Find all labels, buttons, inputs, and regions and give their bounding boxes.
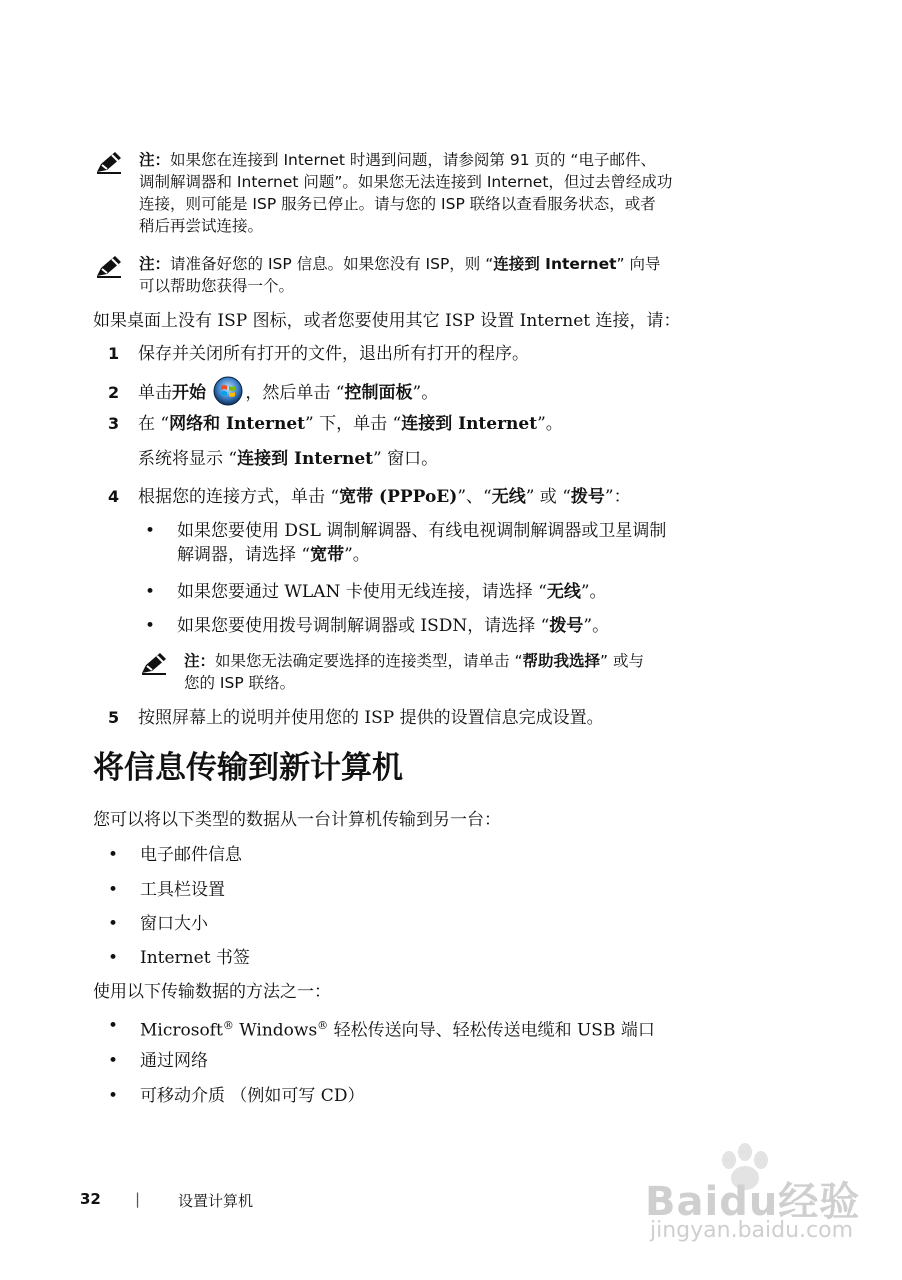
note-pencil-icon <box>95 254 123 278</box>
watermark-url: jingyan.baidu.com <box>650 1218 854 1243</box>
note-pencil-icon <box>140 651 168 675</box>
note-label: 注： <box>139 151 171 169</box>
note-isp-info: 注：请准备好您的 ISP 信息。如果您没有 ISP，则 “连接到 Internet” 向导 可以帮助您获得一个。 <box>95 253 785 299</box>
note-connection-type: 注：如果您无法确定要选择的连接类型，请单击 “帮助我选择” 或与 您的 ISP 联络。 <box>140 650 785 696</box>
list-item: • 可移动介质 （例如可写 CD） <box>108 1086 365 1106</box>
watermark-brand: Baidu经验 <box>645 1179 861 1225</box>
isp-intro-text: 如果桌面上没有 ISP 图标，或者您要使用其它 ISP 设置 Internet 连接，请： <box>93 311 681 331</box>
step-4: 4 根据您的连接方式，单击 “宽带 (PPPoE)”、“无线” 或 “拨号”： <box>108 487 631 507</box>
step-2: 2 单击开始 ，然后单击 “控制面板”。 <box>108 376 438 406</box>
list-item: • 如果您要使用 DSL 调制解调器、有线电视调制解调器或卫星调制 解调器，请选择 “宽带”。 <box>145 521 667 565</box>
footer-chapter: 设置计算机 <box>178 1192 254 1210</box>
list-item: • 通过网络 <box>108 1051 208 1071</box>
list-item: • 工具栏设置 <box>108 880 225 900</box>
note-pencil-icon <box>95 150 123 174</box>
list-item: • Internet 书签 <box>108 948 250 968</box>
step-1: 1 保存并关闭所有打开的文件，退出所有打开的程序。 <box>108 344 529 364</box>
step-5: 5 按照屏幕上的说明并使用您的 ISP 提供的设置信息完成设置。 <box>108 708 604 728</box>
list-item: • 电子邮件信息 <box>108 845 242 865</box>
footer-separator: | <box>135 1190 141 1208</box>
section-title: 将信息传输到新计算机 <box>93 750 403 786</box>
note-label: 注： <box>139 255 171 273</box>
step-3-result: 系统将显示 “连接到 Internet” 窗口。 <box>138 449 439 469</box>
list-item: • 窗口大小 <box>108 914 208 934</box>
list-item: • Microsoft® Windows® 轻松传送向导、轻松传送电缆和 USB 端口 <box>108 1016 655 1041</box>
windows-start-orb-icon <box>213 376 243 406</box>
note-label: 注： <box>184 652 216 670</box>
list-item: • 如果您要通过 WLAN 卡使用无线连接，请选择 “无线”。 <box>145 582 607 602</box>
note-internet-problems: 注：如果您在连接到 Internet 时遇到问题，请参阅第 91 页的 “电子邮件、 调制解调器和 Internet 问题”。如果您无法连接到 Internet，但过去曾经成功 连接，则可能是 ISP 服务已停止。请与您的 ISP 联络以查看服务状态，或者 稍后再尝试连接。 <box>95 149 785 241</box>
list-item: • 如果您要使用拨号调制解调器或 ISDN，请选择 “拨号”。 <box>145 616 610 636</box>
step-3: 3 在 “网络和 Internet” 下，单击 “连接到 Internet”。 <box>108 414 563 434</box>
methods-intro: 使用以下传输数据的方法之一： <box>93 982 331 1002</box>
page-number: 32 <box>80 1190 101 1208</box>
section-intro: 您可以将以下类型的数据从一台计算机传输到另一台： <box>93 810 501 830</box>
